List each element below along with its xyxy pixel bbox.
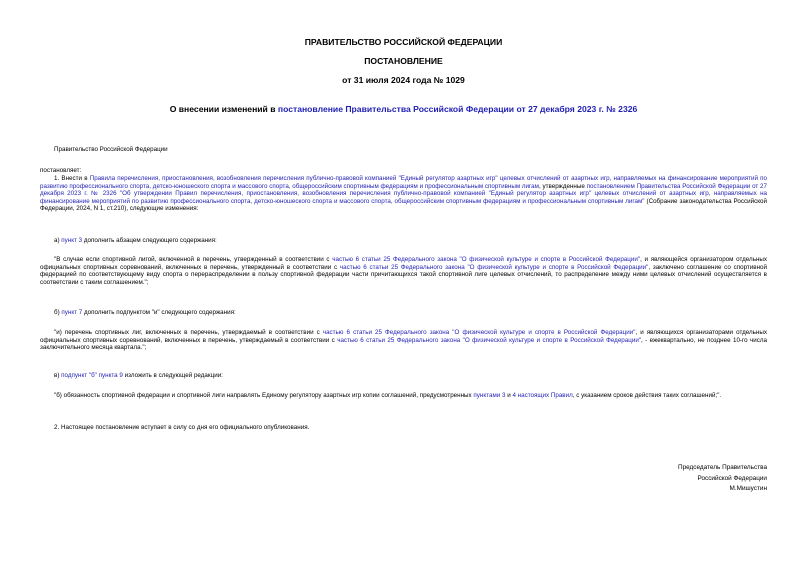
item-b-point-7-link[interactable]: пункт 7 [61,309,83,316]
date-number-heading: от 31 июля 2024 года № 1029 [342,75,465,85]
signature-position-line-1: Председатель Правительства [678,464,767,471]
item-b-law-link-1[interactable]: частью 6 статьи 25 Федерального закона "О физической культуре и спорте в Российской Федерации" [322,329,636,336]
paragraph-2: 2. Настоящее постановление вступает в силу со дня его официального опубликования. [54,424,310,431]
item-b-law-link-2[interactable]: частью 6 статьи 25 Федерального закона "О физической культуре и спорте в Российской Федерации" [337,336,642,344]
item-v-quote [40,392,767,400]
item-v-quote-text-2: и [505,392,513,399]
item-v [54,372,223,380]
item-b-quote-text-1: "и) перечень спортивных лиг, включенных в перечень, утверждаемый в соответствии с [54,329,323,336]
item-b-quote [40,329,767,352]
item-a-quote-text-3: , заключено соглашение со спортивной федерацией по соответствующему виду спорта о перераспределении в пользу спортивной федерации части причитающихся такой спортивной лиге целевых отчислений, то распределение между ними целевых отчислений осуществляется в соответствии с таким соглашением."; [40,263,768,286]
item-v-text-1: в) [54,372,62,379]
paragraph-1 [40,175,767,213]
item-b [54,309,236,317]
item-b-text-2: дополнить подпунктом "и" следующего содержания: [82,309,236,316]
rules-link[interactable]: Правила перечисления, приостановления, возобновления перечисления публично-правовой компанией "Единый регулятор азартных игр" целевых отчислений от азартных игр, направляемых на финансирование мероприятий по развитию профессионального спорта, детско-юношеского спорта и массового спорта, общероссийским спортивным федерациям и профессиональным спортивным лигам [40,175,767,190]
item-v-text-2: изложить в следующей редакции: [122,372,223,379]
item-v-quote-text-3: , с указанием сроков действия таких соглашений;". [572,392,722,399]
issuer-heading: ПРАВИТЕЛЬСТВО РОССИЙСКОЙ ФЕДЕРАЦИИ [304,37,503,47]
document-page [40,0,767,571]
title-prefix: О внесении изменений в [169,104,278,114]
p1-text-1: 1. Внести в [54,175,90,182]
item-v-points-3-link[interactable]: пунктами 3 [473,392,506,399]
p1-text-2: , утвержденные [538,182,587,190]
p1-text-3: (Собрание законодательства Российской Федерации, 2024, N 1, ст.210), следующие изменения: [40,197,767,213]
item-v-subpoint-link[interactable]: подпункт "б" пункта 9 [61,372,123,379]
item-v-quote-text-1: "б) обязанность спортивной федерации и спортивной лиги направлять Единому регулятору азартных игр копии соглашений, предусмотренных [54,392,474,399]
item-b-quote-text-3: , - ежеквартально, не позднее 10-го числа заключительного месяца квартала."; [40,336,768,352]
item-a-quote-text-2: , и являющейся организатором отдельных официальных спортивных соревнований, включенных в перечень, утвержденный в соответствии с [40,256,768,271]
item-a-law-link-1[interactable]: частью 6 статьи 25 Федерального закона "О физической культуре и спорте в Российской Федерации" [332,256,641,263]
document-title [40,104,767,114]
item-a [54,237,217,245]
signature-block [678,463,767,495]
title-decree-link[interactable]: постановление Правительства Российской Федерации от 27 декабря 2023 г. № 2326 [277,104,638,114]
issuer-subject: Правительство Российской Федерации [54,146,168,153]
item-a-point-3-link[interactable]: пункт 3 [61,237,83,244]
item-a-text-2: дополнить абзацем следующего содержания: [82,237,217,244]
item-a-law-link-2[interactable]: частью 6 статьи 25 Федерального закона "О физической культуре и спорте в Российской Федерации" [339,263,649,271]
signature-name: М.Мишустин [729,485,767,492]
item-a-text-1: а) [54,237,62,244]
decree-word: постановляет: [40,167,82,174]
item-v-rules-4-link[interactable]: 4 настоящих Правил [512,392,573,399]
signature-position-line-2: Российской Федерации [697,474,767,482]
item-a-quote [40,256,767,286]
item-b-text-1: б) [54,309,62,316]
item-b-quote-text-2: , и являющихся организаторами отдельных официальных спортивных соревнований, включенных в перечень, утверждаемый в соответствии с [40,329,767,344]
item-a-quote-text-1: "В случае если спортивной лигой, включенной в перечень, утвержденный в соответствии с [54,256,333,263]
document-type-heading: ПОСТАНОВЛЕНИЕ [364,56,443,66]
decree-2326-link[interactable]: постановлением Правительства Российской Федерации от 27 декабря 2023 г. № 2326 "Об утверждении Правил перечисления, приостановления, возобновления перечисления публично-правовой компанией "Единый регулятор азартных игр" целевых отчислений от азартных игр, направляемых на финансирование мероприятий по развитию профессионального спорта, детско-юношеского спорта и массового спорта, общероссийским спортивным федерациям и профессиональным спортивным лигам" [40,182,767,205]
